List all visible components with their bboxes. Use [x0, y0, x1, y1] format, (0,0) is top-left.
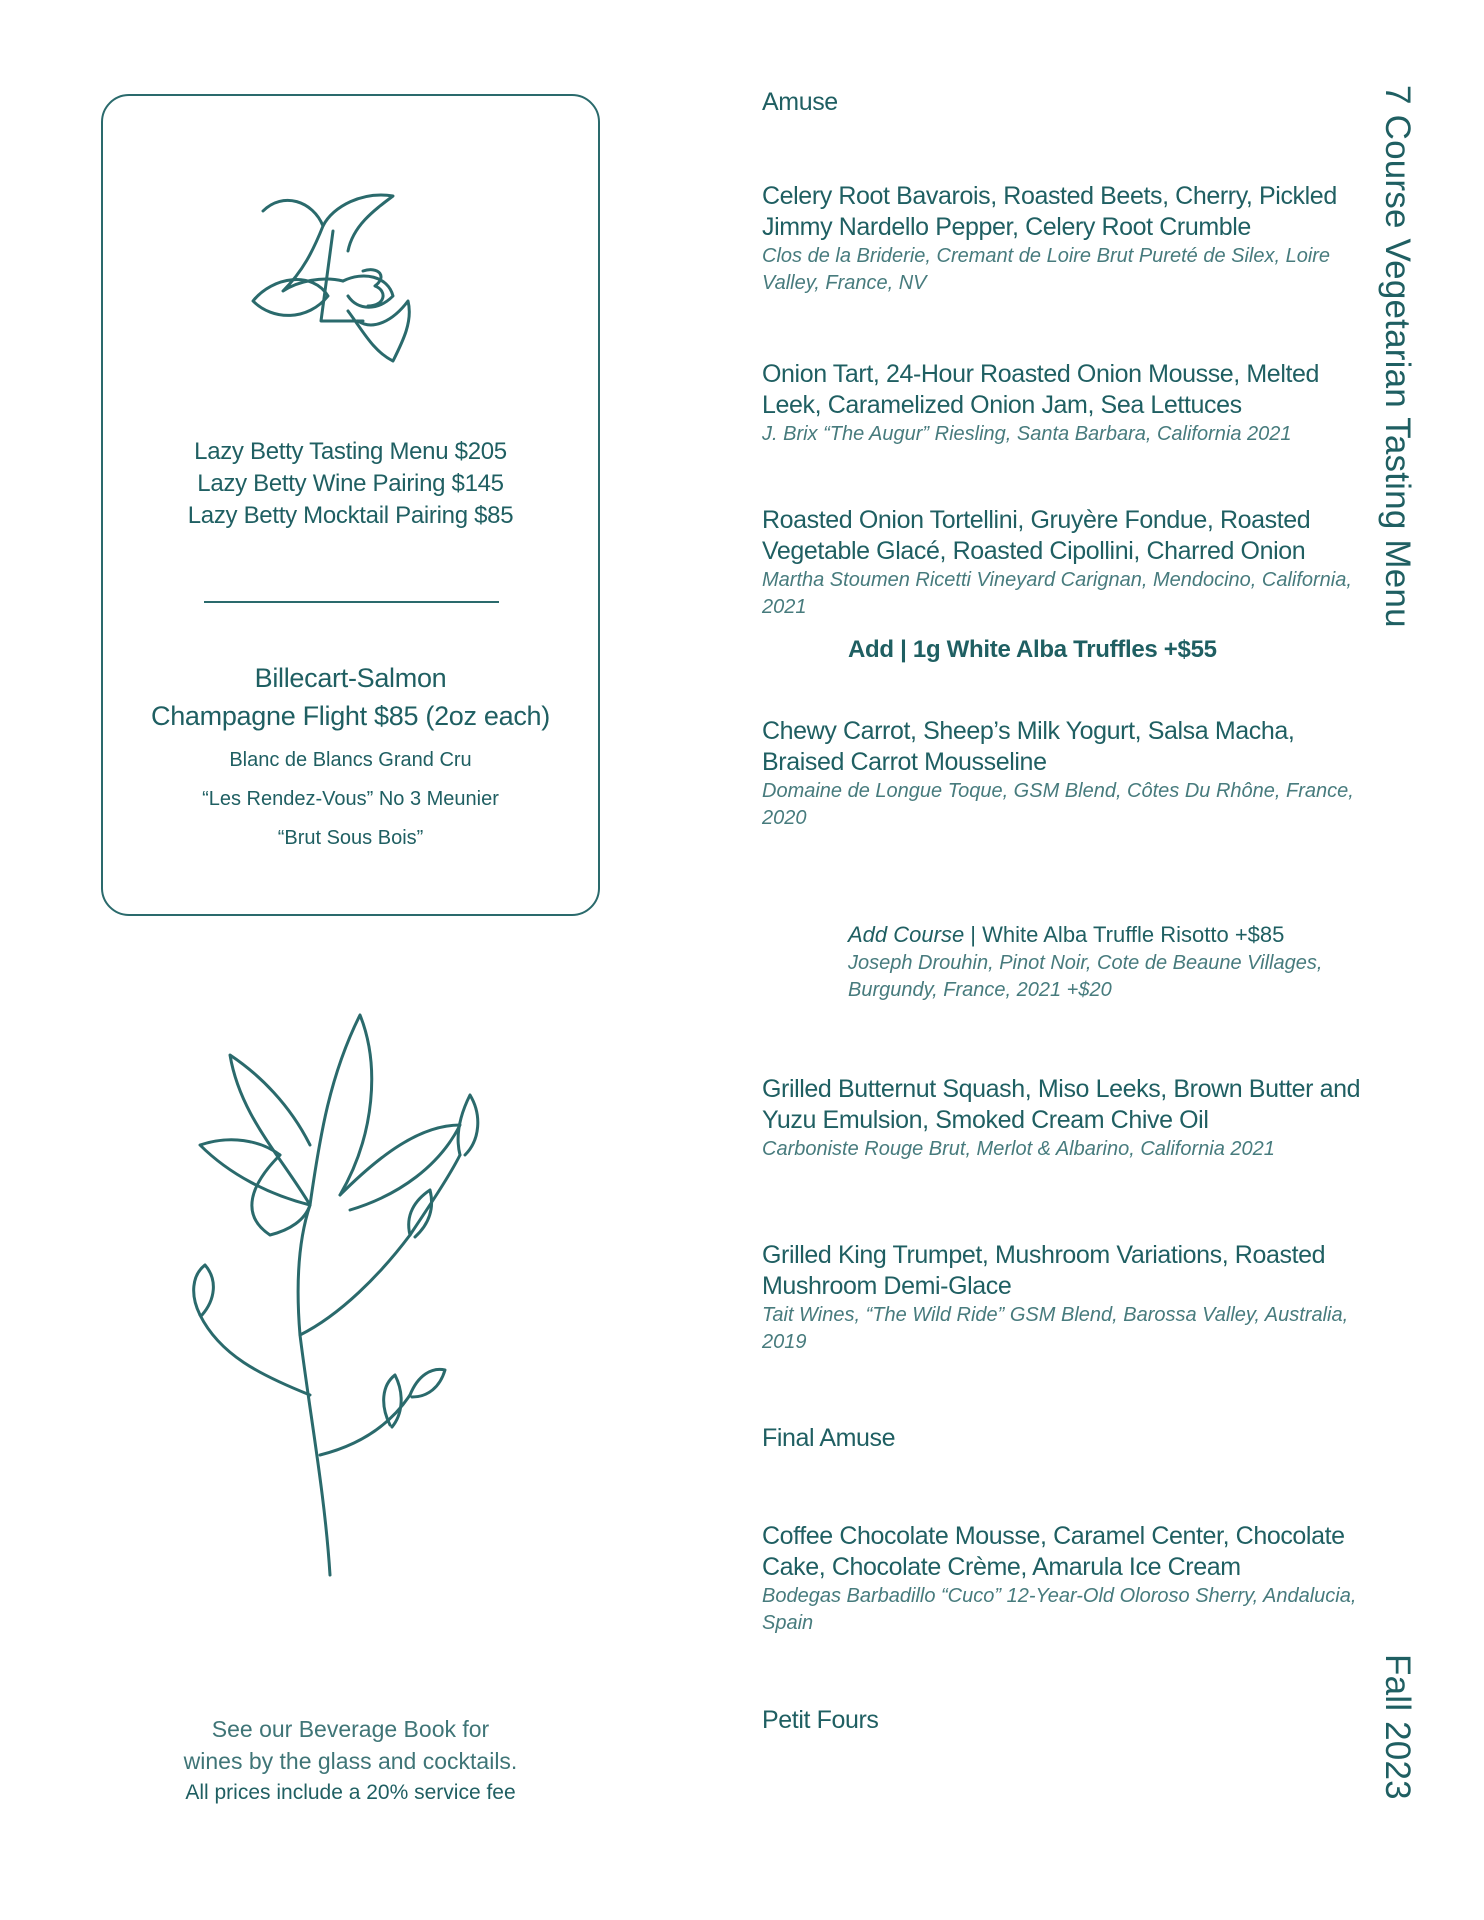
course-petit-fours: Petit Fours	[762, 1706, 879, 1734]
truffle-addon: Add | 1g White Alba Truffles +$55	[848, 636, 1217, 663]
menu-side-title: 7 Course Vegetarian Tasting Menu	[1378, 85, 1417, 628]
course-tortellini: Roasted Onion Tortellini, Gruyère Fondue, Roasted Vegetable Glacé, Roasted Cipollini, Charred Onion Martha Stoumen Ricetti Vineyard Carignan, Mendocino, California, 2021	[762, 505, 1382, 621]
wine-pairing: Domaine de Longue Toque, GSM Blend, Côtes Du Rhône, France, 2020	[762, 780, 1354, 829]
course-butternut: Grilled Butternut Squash, Miso Leeks, Brown Butter and Yuzu Emulsion, Smoked Cream Chive Oil Carboniste Rouge Brut, Merlot & Albarino, California 2021	[762, 1074, 1382, 1163]
wine-pairing: Bodegas Barbadillo “Cuco” 12-Year-Old Oloroso Sherry, Andalucia, Spain	[762, 1585, 1357, 1634]
champagne-item: “Les Rendez-Vous” No 3 Meunier	[202, 788, 499, 810]
wine-pairing: Clos de la Briderie, Cremant de Loire Brut Pureté de Silex, Loire Valley, France, NV	[762, 245, 1331, 294]
footnote: See our Beverage Book for wines by the glass and cocktails. All prices include a 20% service fee	[101, 1713, 600, 1809]
magnolia-illustration-icon	[160, 975, 540, 1595]
wine-pairing: Carboniste Rouge Brut, Merlot & Albarino, California 2021	[762, 1138, 1275, 1160]
service-fee-note: All prices include a 20% service fee	[185, 1781, 516, 1804]
champagne-flight-title: Billecart-Salmon Champagne Flight $85 (2oz each)	[151, 663, 550, 731]
course-final-amuse: Final Amuse	[762, 1424, 896, 1452]
mocktail-pairing-price: Lazy Betty Mocktail Pairing $85	[187, 502, 514, 529]
wine-pairing-price: Lazy Betty Wine Pairing $145	[197, 470, 504, 497]
course-dessert: Coffee Chocolate Mousse, Caramel Center, Chocolate Cake, Chocolate Crème, Amarula Ice Cream Bodegas Barbadillo “Cuco” 12-Year-Old Oloroso Sherry, Andalucia, Spain	[762, 1521, 1382, 1637]
course-celery-root: Celery Root Bavarois, Roasted Beets, Cherry, Pickled Jimmy Nardello Pepper, Celery Root Crumble Clos de la Briderie, Cremant de Loire Brut Pureté de Silex, Loire Valley, France, NV	[762, 181, 1382, 297]
tasting-menu-price: Lazy Betty Tasting Menu $205	[194, 438, 507, 465]
lazy-betty-logo-icon	[243, 171, 443, 371]
add-course-label: Add Course	[848, 922, 965, 947]
champagne-list	[103, 741, 598, 858]
course-king-trumpet: Grilled King Trumpet, Mushroom Variations, Roasted Mushroom Demi-Glace Tait Wines, “The Wild Ride” GSM Blend, Barossa Valley, Australia, 2019	[762, 1240, 1382, 1356]
pricing-card	[101, 94, 600, 916]
wine-pairing: J. Brix “The Augur” Riesling, Santa Barbara, California 2021	[762, 423, 1292, 445]
add-course-risotto: Add Course | White Alba Truffle Risotto +$85 Joseph Drouhin, Pinot Noir, Cote de Beaune Villages, Burgundy, France, 2021 +$20	[848, 919, 1368, 1004]
course-carrot: Chewy Carrot, Sheep’s Milk Yogurt, Salsa Macha, Braised Carrot Mousseline Domaine de Longue Toque, GSM Blend, Côtes Du Rhône, France, 2020	[762, 716, 1382, 832]
pricing-list	[103, 436, 598, 532]
champagne-item: “Brut Sous Bois”	[277, 827, 424, 849]
wine-pairing: Martha Stoumen Ricetti Vineyard Carignan, Mendocino, California, 2021	[762, 569, 1352, 618]
champagne-item: Blanc de Blancs Grand Cru	[229, 749, 472, 771]
season-label: Fall 2023	[1378, 1654, 1417, 1800]
wine-pairing: Joseph Drouhin, Pinot Noir, Cote de Beaune Villages, Burgundy, France, 2021 +$20	[848, 952, 1323, 1001]
divider	[204, 601, 499, 603]
course-amuse: Amuse	[762, 88, 838, 116]
course-onion-tart: Onion Tart, 24-Hour Roasted Onion Mousse, Melted Leek, Caramelized Onion Jam, Sea Lettuces J. Brix “The Augur” Riesling, Santa Barbara, California 2021	[762, 359, 1382, 448]
wine-pairing: Tait Wines, “The Wild Ride” GSM Blend, Barossa Valley, Australia, 2019	[762, 1304, 1349, 1353]
